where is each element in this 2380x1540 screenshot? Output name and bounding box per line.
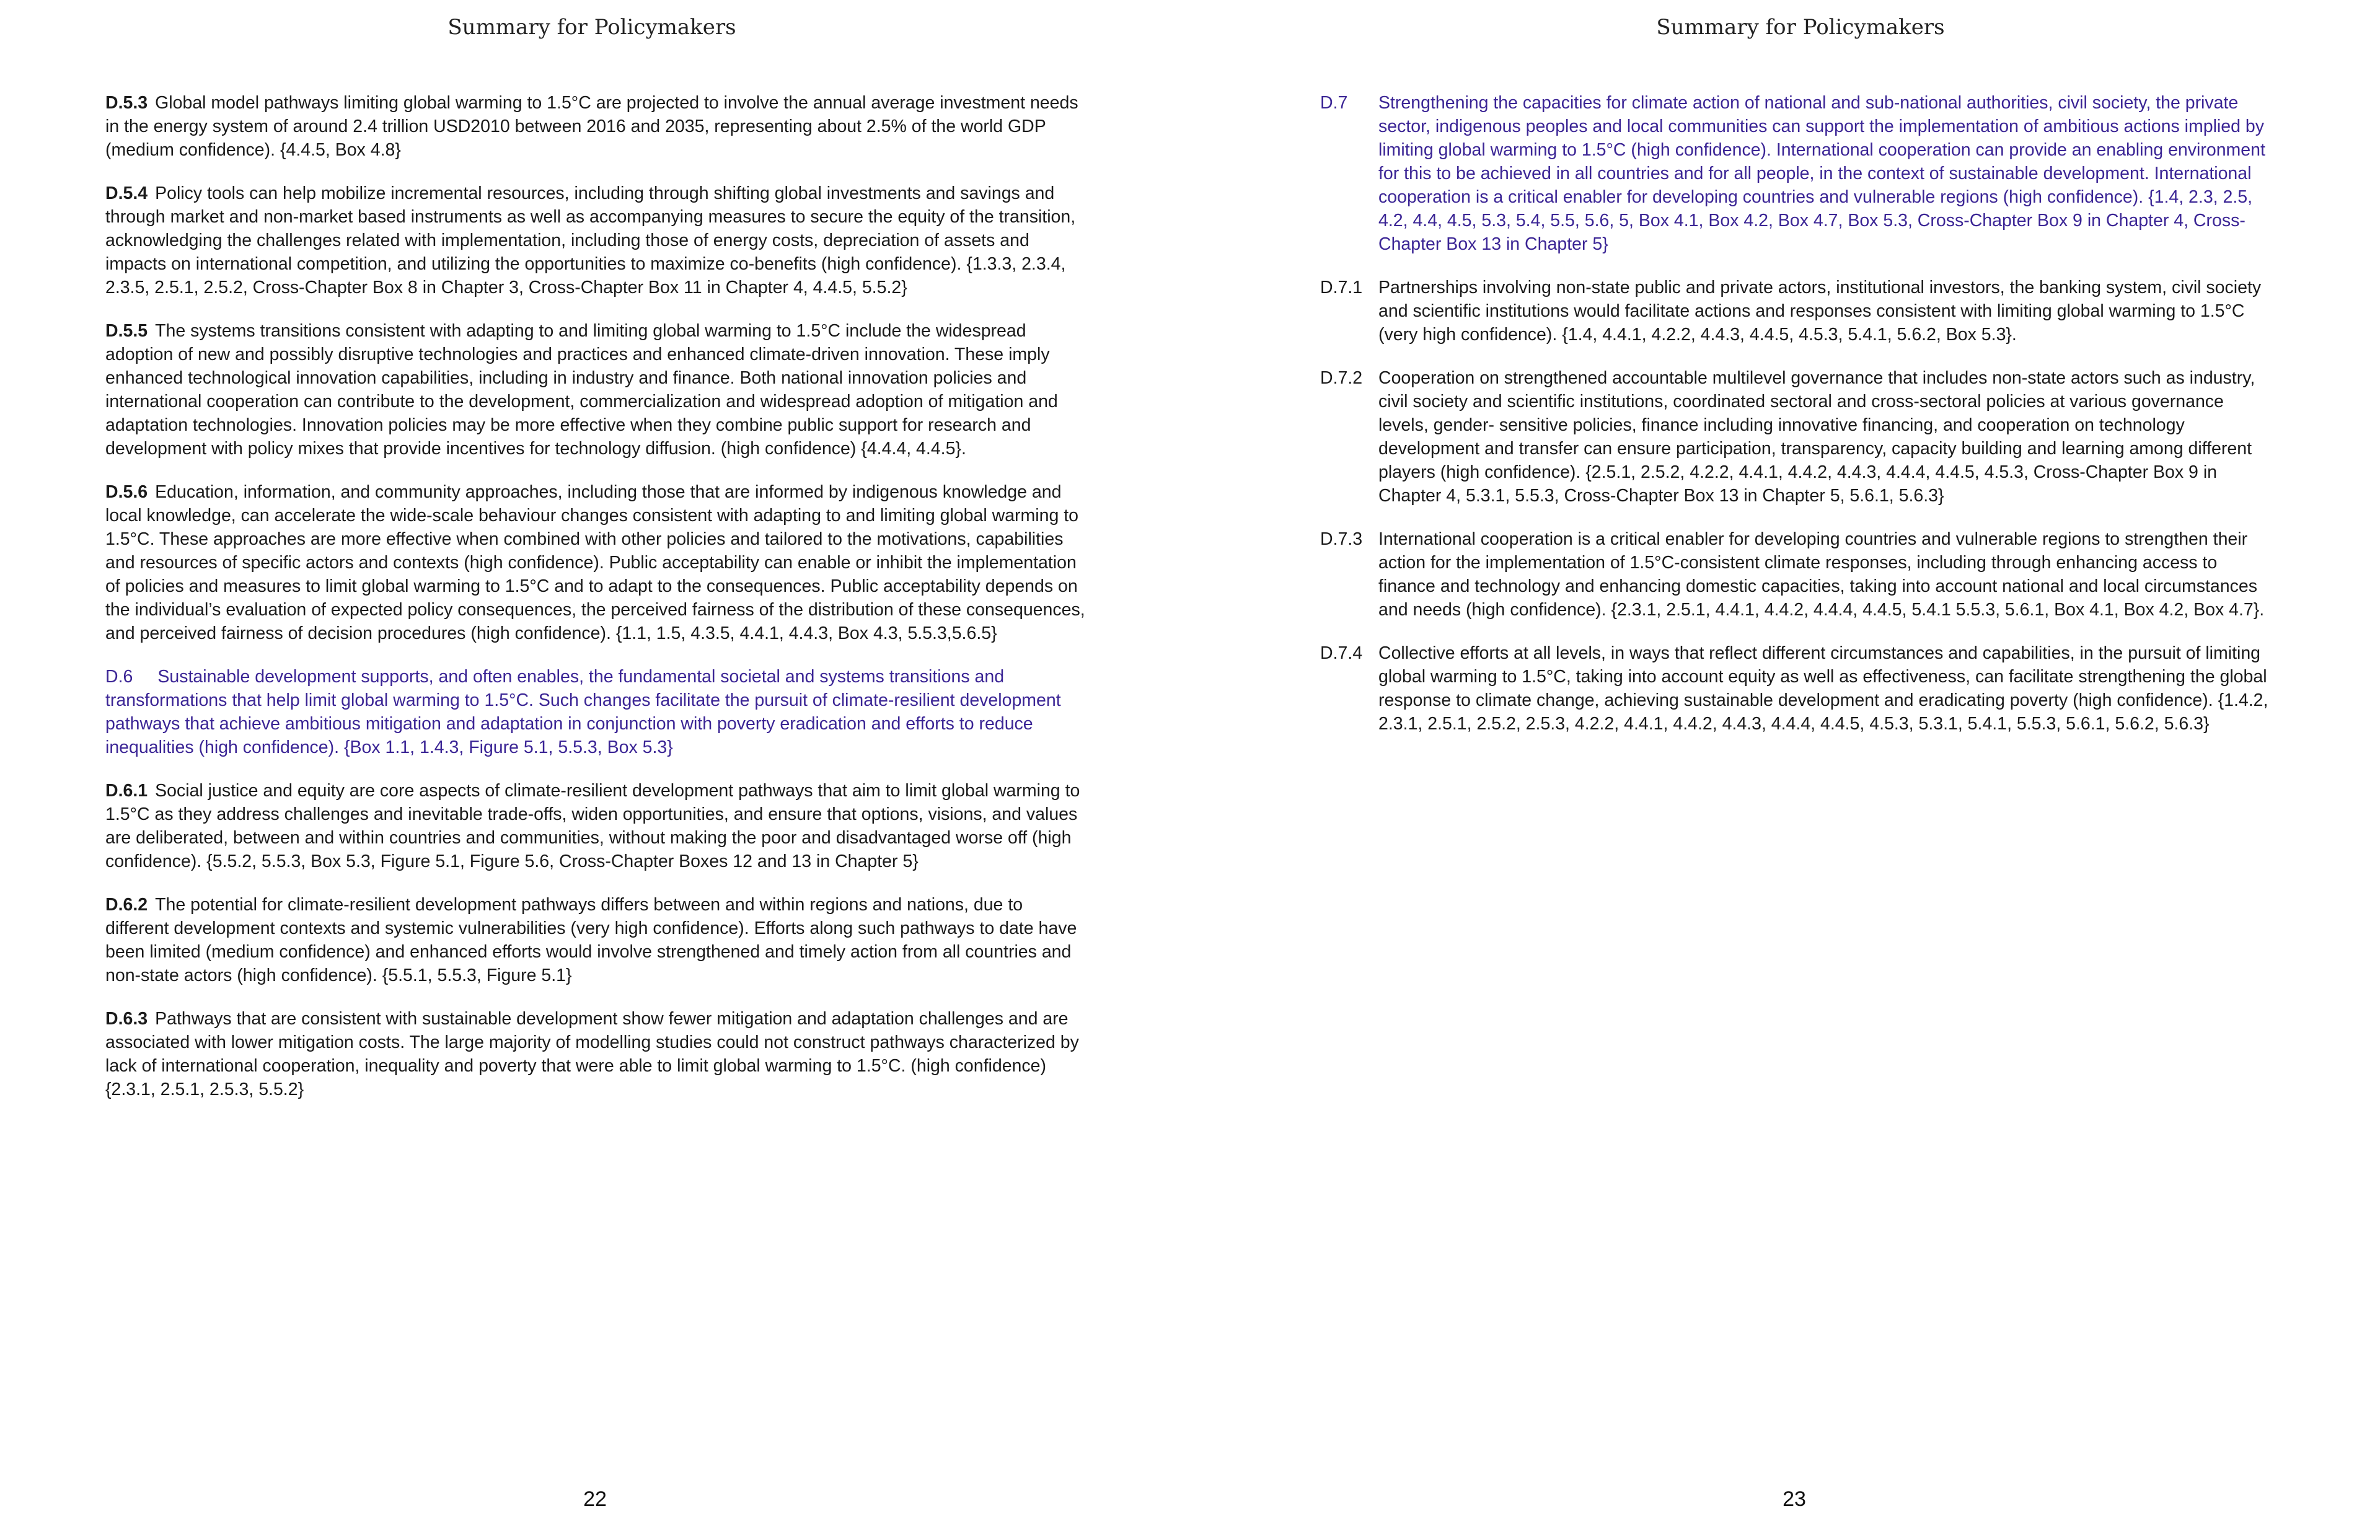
paragraph-d-7-1 [1320, 276, 2275, 346]
running-header: Summary for Policymakers [447, 15, 736, 40]
paragraph-text: Policy tools can help mobilize incremental resources, including through shifting global investments and savings and through market and non-market based instruments as well as accompanying measures to secure the equity of the transition, acknowledging the challenges related with implementation, including those of energy costs, depreciation of assets and impacts on international competition, and utilizing the opportunities to maximize co-benefits (high confidence). {1.3.3, 2.3.4, 2.3.5, 2.5.1, 2.5.2, Cross-Chapter Box 8 in Chapter 3, Cross-Chapter Box 11 in Chapter 4, 4.4.5, 5.5.2} [105, 183, 1076, 297]
paragraph-d-7-2 [1320, 366, 2275, 508]
paragraph-text: Cooperation on strengthened accountable multilevel governance that includes non-state actors such as industry, civil society and scientific institutions, coordinated sectoral and cross-sectoral policies at various governance levels, gender- sensitive policies, finance including innovative financing, and cooperation on technology development and transfer can ensure participation, transparency, capacity building and learning among different players (high confidence). {2.5.1, 2.5.2, 4.2.2, 4.4.1, 4.4.2, 4.4.3, 4.4.4, 4.4.5, 4.5.3, Cross-Chapter Box 9 in Chapter 4, 5.3.1, 5.5.3, Cross-Chapter Box 13 in Chapter 5, 5.6.1, 5.6.3} [1378, 368, 2255, 506]
left-page-content [105, 91, 1088, 1121]
paragraph-id: D.7.4 [1320, 643, 1363, 663]
paragraph-d-6-3 [105, 1007, 1088, 1101]
page-number: 23 [1783, 1487, 1806, 1511]
paragraph-text: Sustainable development supports, and often enables, the fundamental societal and systems transitions and transformations that help limit global warming to 1.5°C. Such changes facilitate the pursuit of climate-resilient development pathways that achieve ambitious mitigation and adaptation in conjunction with poverty eradication and efforts to reduce inequalities (high confidence). {Box 1.1, 1.4.3, Figure 5.1, 5.5.3, Box 5.3} [105, 667, 1061, 757]
paragraph-d-6-1 [105, 779, 1088, 873]
right-page [1190, 0, 2380, 1540]
paragraph-id: D.6.3 [105, 1009, 148, 1029]
paragraph-d-7-3 [1320, 527, 2275, 622]
paragraph-text: Partnerships involving non-state public and private actors, institutional investors, the banking system, civil society and scientific institutions would facilitate actions and responses consistent with limiting global warming to 1.5°C (very high confidence). {1.4, 4.4.1, 4.2.2, 4.4.3, 4.4.5, 4.5.3, 5.4.1, 5.6.2, Box 5.3}. [1378, 278, 2262, 345]
paragraph-text: Pathways that are consistent with sustainable development show fewer mitigation and adaptation challenges and are associated with lower mitigation costs. The large majority of modelling studies could not construct pathways characterized by lack of international cooperation, inequality and poverty that were able to limit global warming to 1.5°C. (high confidence) {2.3.1, 2.5.1, 2.5.3, 5.5.2} [105, 1009, 1079, 1099]
headline-statement-d-6 [105, 665, 1088, 759]
paragraph-id: D.6.1 [105, 781, 148, 801]
paragraph-d-5-4 [105, 182, 1088, 299]
right-page-content [1320, 91, 2275, 755]
paragraph-d-5-3 [105, 91, 1088, 162]
paragraph-text: Education, information, and community approaches, including those that are informed by indigenous knowledge and local knowledge, can accelerate the wide-scale behaviour changes consistent with adapting to and limiting global warming to 1.5°C. These approaches are more effective when combined with other policies and tailored to the motivations, capabilities and resources of specific actors and contexts (high confidence). Public acceptability can enable or inhibit the implementation of policies and measures to limit global warming to 1.5°C and to adapt to the consequences. Public acceptability depends on the individual’s evaluation of expected policy consequences, the perceived fairness of the distribution of these consequences, and perceived fairness of decision procedures (high confidence). {1.1, 1.5, 4.3.5, 4.4.1, 4.4.3, Box 4.3, 5.5.3,5.6.5} [105, 482, 1085, 643]
paragraph-id: D.6.2 [105, 895, 148, 915]
paragraph-text: Strengthening the capacities for climate action of national and sub-national authorities, civil society, the private sector, indigenous peoples and local communities can support the implementation of ambitious actions implied by limiting global warming to 1.5°C (high confidence). International cooperation can provide an enabling environment for this to be achieved in all countries and for all people, in the context of sustainable development. International cooperation is a critical enabler for developing countries and vulnerable regions (high confidence). {1.4, 2.3, 2.5, 4.2, 4.4, 4.5, 5.3, 5.4, 5.5, 5.6, 5, Box 4.1, Box 4.2, Box 4.7, Box 5.3, Cross-Chapter Box 9 in Chapter 4, Cross-Chapter Box 13 in Chapter 5} [1378, 93, 2265, 254]
paragraph-id: D.5.5 [105, 321, 148, 341]
paragraph-d-6-2 [105, 893, 1088, 987]
paragraph-text: International cooperation is a critical enabler for developing countries and vulnerable regions to strengthen their action for the implementation of 1.5°C-consistent climate responses, including through enhancing access to finance and technology and enhancing domestic capacities, taking into account national and local circumstances and needs (high confidence). {2.3.1, 2.5.1, 4.4.1, 4.4.2, 4.4.4, 4.4.5, 5.4.1 5.5.3, 5.6.1, Box 4.1, Box 4.2, Box 4.7}. [1378, 529, 2265, 620]
paragraph-d-5-6 [105, 480, 1088, 645]
paragraph-text: Social justice and equity are core aspects of climate-resilient development pathways that aim to limit global warming to 1.5°C as they address challenges and inevitable trade-offs, widen opportunities, and ensure that options, visions, and values are deliberated, between and within countries and communities, without making the poor and disadvantaged worse off (high confidence). {5.5.2, 5.5.3, Box 5.3, Figure 5.1, Figure 5.6, Cross-Chapter Boxes 12 and 13 in Chapter 5} [105, 781, 1080, 871]
running-header: Summary for Policymakers [1656, 15, 1945, 40]
paragraph-id: D.5.3 [105, 93, 148, 113]
headline-statement-d-7 [1320, 91, 2275, 256]
paragraph-id: D.5.6 [105, 482, 148, 502]
paragraph-text: The potential for climate-resilient development pathways differs between and within regions and nations, due to different development contexts and systemic vulnerabilities (very high confidence). Efforts along such pathways to date have been limited (medium confidence) and enhanced efforts would involve strengthened and timely action from all countries and non-state actors (high confidence). {5.5.1, 5.5.3, Figure 5.1} [105, 895, 1077, 985]
paragraph-text: The systems transitions consistent with adapting to and limiting global warming to 1.5°C include the widespread adoption of new and possibly disruptive technologies and practices and enhanced climate-driven innovation. These imply enhanced technological innovation capabilities, including in industry and finance. Both national innovation policies and international cooperation can contribute to the development, commercialization and widespread adoption of mitigation and adaptation technologies. Innovation policies may be more effective when they combine public support for research and development with policy mixes that provide incentives for technology diffusion. (high confidence) {4.4.4, 4.4.5}. [105, 321, 1058, 459]
paragraph-id: D.7.1 [1320, 278, 1363, 297]
page-number: 22 [583, 1487, 607, 1511]
paragraph-id: D.7.3 [1320, 529, 1363, 549]
paragraph-id: D.5.4 [105, 183, 148, 203]
paragraph-text: Global model pathways limiting global warming to 1.5°C are projected to involve the annual average investment needs in the energy system of around 2.4 trillion USD2010 between 2016 and 2035, representing about 2.5% of the world GDP (medium confidence). {4.4.5, Box 4.8} [105, 93, 1078, 160]
paragraph-id: D.6 [105, 667, 133, 687]
paragraph-id: D.7 [1320, 93, 1348, 113]
paragraph-text: Collective efforts at all levels, in ways that reflect different circumstances and capabilities, in the pursuit of limiting global warming to 1.5°C, taking into account equity as well as effectiveness, can facilitate strengthening the global response to climate change, achieving sustainable development and eradicating poverty (high confidence). {1.4.2, 2.3.1, 2.5.1, 2.5.2, 2.5.3, 4.2.2, 4.4.1, 4.4.2, 4.4.3, 4.4.4, 4.4.5, 4.5.3, 5.3.1, 5.4.1, 5.5.3, 5.6.1, 5.6.2, 5.6.3} [1378, 643, 2268, 734]
paragraph-d-5-5 [105, 319, 1088, 460]
paragraph-d-7-4 [1320, 641, 2275, 736]
paragraph-id: D.7.2 [1320, 368, 1363, 388]
